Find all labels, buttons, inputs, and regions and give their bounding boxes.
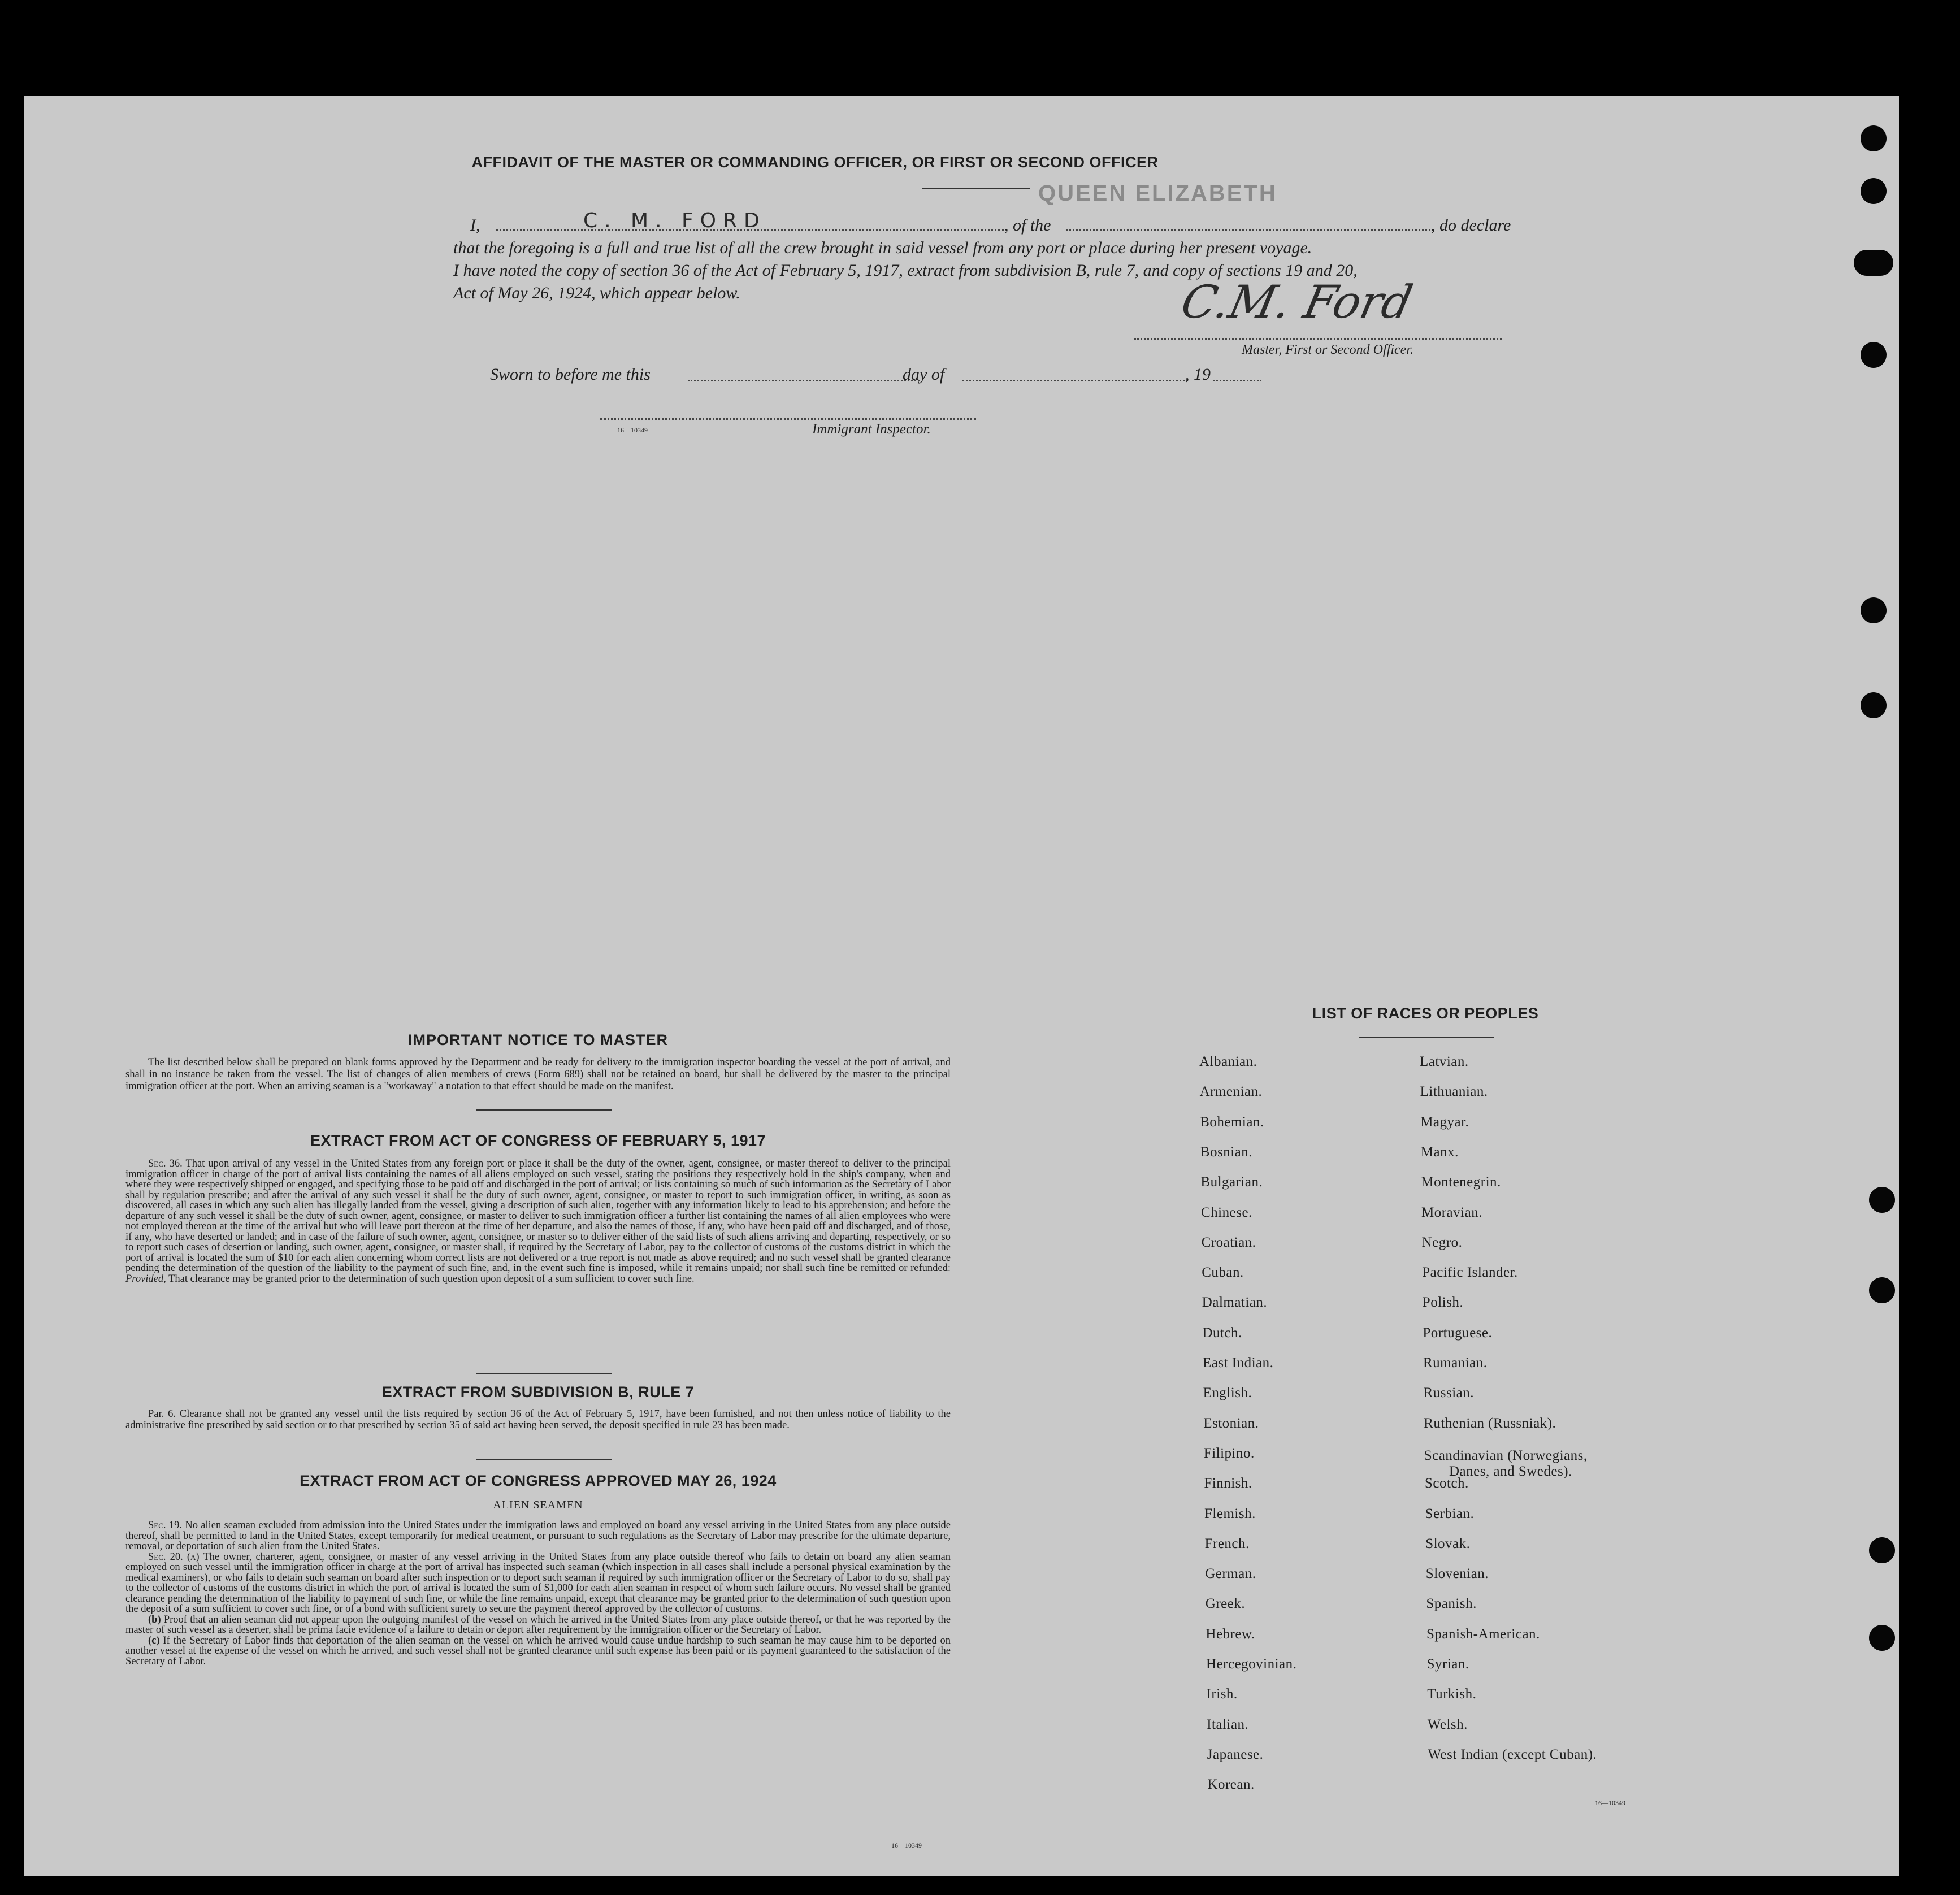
race-item: Estonian.: [1203, 1415, 1259, 1431]
affidavit-line-4: Act of May 26, 1924, which appear below.: [453, 284, 740, 302]
affidavit-line-2: that the foregoing is a full and true list of all the crew brought in said vessel from any port or place during her present voyage.: [453, 238, 1312, 257]
punch-hole: [1861, 178, 1887, 204]
signature-line: [1134, 338, 1502, 340]
race-item: Lithuanian.: [1420, 1084, 1488, 1100]
extract-1924-body: [125, 1520, 951, 1667]
race-item: Irish.: [1206, 1686, 1238, 1702]
race-item: Armenian.: [1199, 1084, 1263, 1100]
sec20c-text: If the Secretary of Labor finds that deportation of the alien seaman on the vessel on which he arrived would cause undue hardship to such seaman he may cause him to be deported on another vessel at the expense of the vessel on which he arrived, and such vessel shall not be granted clearance until such expense has been paid or its payment guaranteed to the satisfaction of the Secretary of Labor.: [125, 1634, 951, 1667]
race-item: Negro.: [1421, 1234, 1463, 1250]
race-item: Bosnian.: [1200, 1144, 1252, 1160]
race-item: Pacific Islander.: [1422, 1265, 1518, 1281]
punch-hole: [1861, 342, 1887, 368]
sec20b-label: (b): [148, 1614, 161, 1625]
rule7-body: [125, 1408, 951, 1431]
punch-hole: [1869, 1537, 1895, 1563]
sworn-label: Sworn to before me this: [490, 365, 651, 384]
race-item: Slovak.: [1425, 1536, 1471, 1551]
races-title: LIST OF RACES OR PEOPLES: [1312, 1005, 1539, 1022]
extract-1917-title: EXTRACT FROM ACT OF CONGRESS OF FEBRUARY 5, 1917: [310, 1132, 766, 1149]
race-item: Serbian.: [1425, 1506, 1475, 1521]
race-item: Slovenian.: [1425, 1566, 1489, 1582]
form-number: 16—10349: [1595, 1799, 1625, 1807]
section-divider: [476, 1459, 612, 1460]
race-item: Portuguese.: [1423, 1325, 1493, 1341]
race-item: Magyar.: [1420, 1114, 1469, 1130]
race-item: Flemish.: [1204, 1506, 1256, 1521]
sworn-year-blank: [1213, 380, 1261, 381]
race-item: Scotch.: [1425, 1476, 1469, 1491]
notice-text: The list described below shall be prepared on blank forms approved by the Department and be ready for delivery to the immigration inspector boarding the vessel at the port of arrival, and shall in no instance be taken from the vessel. The list of changes of alien members of crews (Form 689) shall not be retained on board, but shall be delivered by the master to the principal immigration officer at the port. When an arriving seaman is a "workaway" a notation to that effect should be made on the manifest.: [125, 1057, 951, 1092]
form-number: 16—10349: [617, 426, 648, 434]
race-item: Bohemian.: [1200, 1114, 1264, 1130]
race-item: Latvian.: [1420, 1054, 1469, 1069]
race-item: Italian.: [1207, 1716, 1249, 1732]
race-item: Korean.: [1207, 1777, 1255, 1793]
extract-1917-body: [125, 1159, 951, 1284]
race-item: Greek.: [1205, 1596, 1246, 1612]
race-item: Chinese.: [1201, 1204, 1252, 1220]
race-item: Hebrew.: [1206, 1626, 1255, 1642]
of-the-label: , of the: [1004, 216, 1051, 235]
form-number: 16—10349: [891, 1841, 922, 1849]
sec20b-text: Proof that an alien seaman did not appear upon the outgoing manifest of the vessel on which he arrived in the United States from any place outside thereof, or that he was reported by the master of such vessel as a deserter, shall be prima facie evidence of a failure to detain or deport after requirement by the immigration officer or the Secretary of Labor.: [125, 1614, 951, 1636]
race-item: Danes, and Swedes).: [1449, 1463, 1572, 1479]
race-item: West Indian (except Cuban).: [1428, 1746, 1597, 1762]
sec20a-text: The owner, charterer, agent, consignee, or master of any vessel arriving in the United States from any place outside thereof who fails to detain on board any alien seaman employed on such vessel until the immigration officer in charge at the port of arrival has inspected such seaman (which inspection in all cases shall include a personal physical examination by the medical examiners), or who fails to detain such seaman on board after such inspection or to deport such seaman if required by such immigration officer or the Secretary of Labor to do so, shall pay to the collector of customs of the customs district in which the port of arrival is located the sum of $1,000 for each alien seaman in respect of whom such failure occurs. No vessel shall be granted clearance pending the determination of the liability to payment of such fine, or while the fine remains unpaid, except that clearance may be granted prior to the determination of such question upon the deposit of a sum sufficient to cover such fine, or of a bond with sufficient surety to secure the payment thereof approved by the collector of customs.: [125, 1551, 951, 1615]
race-item: French.: [1204, 1536, 1250, 1551]
sec20c-label: (c): [148, 1634, 160, 1646]
punch-hole: [1861, 125, 1887, 151]
race-item: Bulgarian.: [1200, 1174, 1263, 1190]
section-divider: [476, 1109, 612, 1111]
sec20a-label: Sec. 20. (a): [148, 1551, 200, 1563]
punch-hole: [1861, 597, 1887, 623]
race-item: Montenegrin.: [1421, 1174, 1501, 1190]
affidavit-line-3: I have noted the copy of section 36 of the Act of February 5, 1917, extract from subdivision B, rule 7, and copy of sections 19 and 20,: [453, 261, 1358, 280]
race-item: Ruthenian (Russniak).: [1424, 1415, 1556, 1431]
race-item: Manx.: [1420, 1144, 1459, 1160]
race-item: Filipino.: [1203, 1445, 1255, 1461]
master-signature: C.M. Ford: [1177, 276, 1417, 328]
inspector-line: [600, 418, 976, 420]
race-item: Polish.: [1422, 1295, 1464, 1311]
title-rule: [922, 188, 1030, 189]
race-item: Welsh.: [1427, 1716, 1468, 1732]
rule7-title: EXTRACT FROM SUBDIVISION B, RULE 7: [381, 1384, 695, 1400]
sworn-month-blank: [962, 380, 1188, 381]
extract-1924-title: EXTRACT FROM ACT OF CONGRESS APPROVED MAY 26, 1924: [300, 1472, 777, 1489]
race-item: Hercegovinian.: [1206, 1657, 1297, 1672]
sec19-label: Sec. 19.: [148, 1520, 182, 1531]
punch-hole: [1869, 1625, 1895, 1651]
vessel-stamp: QUEEN ELIZABETH: [1038, 181, 1277, 206]
notice-title: IMPORTANT NOTICE TO MASTER: [408, 1031, 668, 1048]
race-item: Dutch.: [1202, 1325, 1242, 1341]
provided-label: Provided,: [125, 1273, 166, 1285]
notice-body: [125, 1057, 951, 1092]
race-item: East Indian.: [1203, 1355, 1274, 1371]
sec19-text: No alien seaman excluded from admission into the United States under the immigration laws and employed on board any vessel arriving in the United States from any place outside thereof, shall be permitted to land in the United States, except temporarily for medical treatment, or pursuant to such regulations as the Secretary of Labor may prescribe for the ultimate departure, removal, or deportation of such alien from the United States.: [125, 1520, 951, 1552]
sec20a: [125, 1552, 951, 1615]
punch-hole: [1869, 1277, 1895, 1303]
race-item: English.: [1203, 1385, 1252, 1401]
punch-hole: [1861, 692, 1887, 718]
signature-caption: Master, First or Second Officer.: [1242, 342, 1413, 357]
punch-hole: [1854, 250, 1893, 276]
sec36-text: That upon arrival of any vessel in the United States from any foreign port or place it shall be the duty of the owner, agent, consignee, or master thereof to deliver to the principal immigration officer in charge of the port of arrival lists containing the names of all aliens employed on such vessel, stating the positions they respectively hold in the ship's company, when and where they were respectively shipped or engaged, and specifying those to be paid off and discharged in the port of arrival; or lists containing so much of such information as the Secretary of Labor shall by regulation prescribe; and after the arrival of any such vessel it shall be the duty of such owner, agent, consignee, or master to report to such immigration officer, in writing, as soon as discovered, all cases in which any such alien has illegally landed from the vessel, giving a description of such alien, together with any information likely to lead to his apprehension; and before the departure of any such vessel it shall be the duty of such owner, agent, consignee, or master to deliver to such immigration officer a further list containing the names of all alien employees who were not employed thereon at the time of the arrival but who will leave port thereon at the time of her departure, and also the names of those, if any, who have been paid off and discharged, and of those, if any, who have deserted or landed; and in case of the failure of such owner, agent, consignee, or master so to deliver either of the said lists of such aliens arriving and departing, respectively, or so to report such cases of desertion or landing, such owner, agent, consignee, or master shall, if required by the Secretary of Labor, pay to the collector of customs of the customs district in which the port of arrival is located the sum of $10 for each alien concerning whom correct lists are not delivered or a true report is not made as above required; and no such vessel shall be granted clearance pending the determination of the question of the liability to the payment of such fine, and, in the event such fine is imposed, while it remains unpaid; nor shall such fine be remitted or refunded:: [125, 1158, 951, 1274]
race-item: Spanish.: [1426, 1596, 1477, 1612]
race-item: Rumanian.: [1423, 1355, 1488, 1371]
race-item: Moravian.: [1421, 1204, 1482, 1220]
inspector-caption: Immigrant Inspector.: [812, 422, 931, 437]
master-name-handwritten: C. M. FORD: [583, 209, 766, 232]
rule7-text: Par. 6. Clearance shall not be granted any vessel until the lists required by section 36 of the Act of February 5, 1917, have been furnished, and not then unless notice of liability to the administrative fine prescribed by said section or to that prescribed by section 35 of said act having been served, the deposit specified in rule 23 has been made.: [125, 1408, 951, 1431]
race-item: Cuban.: [1202, 1265, 1244, 1281]
punch-hole: [1869, 1187, 1895, 1213]
alien-seamen-subtitle: ALIEN SEAMEN: [493, 1499, 583, 1511]
sec19: [125, 1520, 951, 1552]
affidavit-title: AFFIDAVIT OF THE MASTER OR COMMANDING OFFICER, OR FIRST OR SECOND OFFICER: [471, 154, 1159, 171]
race-item: Finnish.: [1204, 1476, 1252, 1491]
race-item: German.: [1205, 1566, 1256, 1582]
year-label: , 19: [1185, 365, 1211, 384]
race-item: Turkish.: [1427, 1686, 1477, 1702]
do-declare-label: , do declare: [1431, 216, 1511, 235]
race-item: Russian.: [1423, 1385, 1475, 1401]
race-item: Spanish-American.: [1426, 1626, 1540, 1642]
document-sheet: [24, 96, 1899, 1876]
race-item: Scandinavian (Norwegians,: [1424, 1447, 1588, 1463]
i-label: I,: [470, 216, 480, 235]
race-item: Albanian.: [1199, 1054, 1257, 1069]
race-item: Croatian.: [1201, 1234, 1256, 1250]
sworn-day-blank: [688, 380, 920, 381]
races-title-rule: [1359, 1037, 1494, 1038]
sec36-label: Sec. 36.: [148, 1158, 183, 1169]
sec20b: [125, 1615, 951, 1636]
race-item: Syrian.: [1426, 1657, 1469, 1672]
race-item: Dalmatian.: [1202, 1295, 1268, 1311]
section-divider: [476, 1373, 612, 1374]
day-of-label: day of: [903, 365, 945, 384]
vessel-blank: [1066, 229, 1434, 231]
sec20c: [125, 1636, 951, 1667]
race-item: Japanese.: [1207, 1746, 1264, 1762]
sec36-end: That clearance may be granted prior to the determination of such question upon deposit of a sum sufficient to cover such fine.: [168, 1273, 695, 1285]
